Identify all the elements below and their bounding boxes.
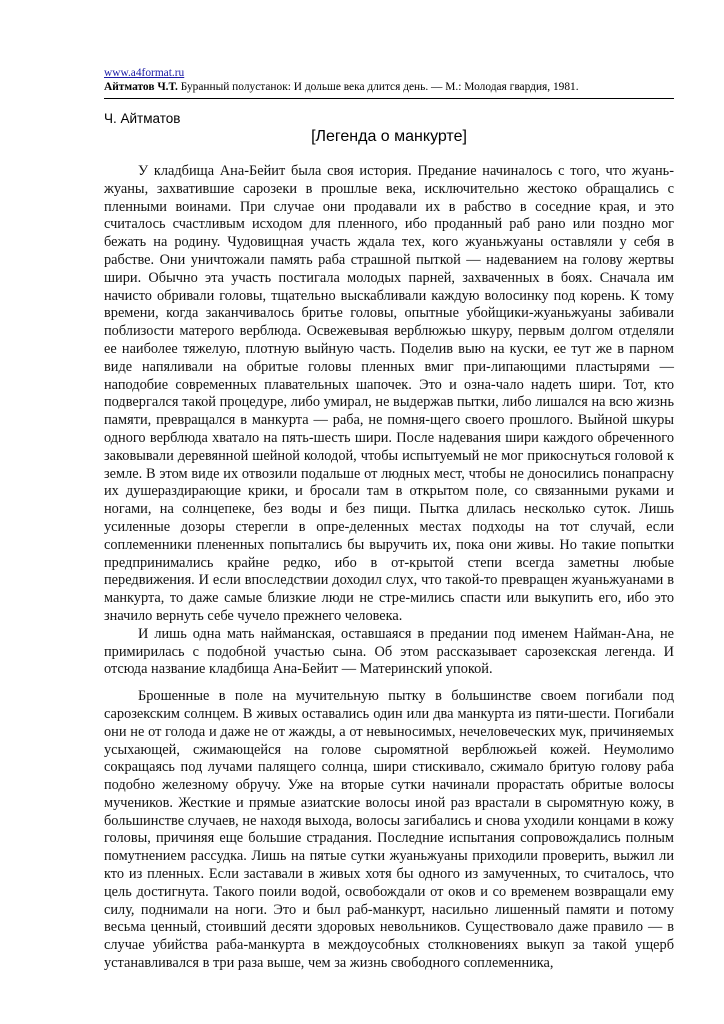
document-title: [Легенда о манкурте]: [311, 128, 467, 145]
body-text: [104, 163, 674, 973]
paragraph: Брошенные в поле на мучительную пытку в большинстве своем погибали под сарозекским солнцем. В живых оставались один или два манкурта из пяти-шести. Погибали они не от голода и даже не от жажды, а от невыносимых, нечеловеческих мук, причиняемых усыхающей, сжимающейся на голове сыромятной верблюжьей кожей. Неумолимо сокращаясь под лучами палящего солнца, шири стискивало, сжимало бритую голову раба подобно железному обручу. Уже на вторые сутки начинали прорастать обритые волосы мучеников. Жесткие и прямые азиатские волосы иной раз врастали в сыромятную кожу, в большинстве случаев, не находя выхода, волосы загибались и снова уходили концами в кожу головы, причиняя еще большие страдания. Последние испытания сопровождались полным помутнением рассудка. Лишь на пятые сутки жуаньжуаны приходили проверить, выжил ли кто из пленных. Если заставали в живых хотя бы одного из замученных, то считалось, что цель достигнута. Такого поили водой, освобождали от оков и со временем возвращали ему силу, поднимали на ноги. Это и был раб-манкурт, насильно лишенный памяти и потому весьма ценный, стоивший десяти здоровых невольников. Существовало даже правило — в случае убийства раба-манкурта в междоусобных столкновениях выкуп за такой ущерб устанавливался в три раза выше, чем за жизнь свободного соплеменника,: [104, 688, 674, 972]
paragraph: И лишь одна мать найманская, оставшаяся в предании под именем Найман-Ана, не примирилась с подобной участью сына. Об этом рассказывает сарозекская легенда. И отсюда название кладбища Ана-Бейит — Материнский упокой.: [104, 625, 674, 678]
page-header: [104, 67, 674, 94]
paragraph: У кладбища Ана-Бейит была своя история. Предание начиналось с того, что жуань-жуаны, захватившие сарозеки в прошлые века, исключительно жестоко обращались с пленными воинами. При случае они продавали их в рабство в соседние края, и это считалось счастливым исходом для пленного, ибо проданный раб рано или поздно мог бежать на родину. Чудовищная участь ждала тех, кого жуаньжуаны оставляли у себя в рабстве. Они уничтожали память раба страшной пыткой — надеванием на голову жертвы шири. Обычно эта участь постигала молодых парней, захваченных в боях. Сначала им начисто обривали головы, тщательно выскабливали каждую волосинку под корень. К тому времени, когда заканчивалось бритье головы, опытные убойщики-жуаньжуаны забивали поблизости матерого верблюда. Освежевывая верблюжью шкуру, первым долгом отделяли ее наиболее тяжелую, плотную выйную часть. Поделив выю на куски, ее тут же в парном виде напяливали на обритые головы пленных вмиг при-липающими пластырями — наподобие современных плавательных шапочек. Это и озна-чало надеть шири. Тот, кто подвергался такой процедуре, либо умирал, не выдержав пытки, либо лишался на всю жизнь памяти, превращался в манкурта — раба, не помня-щего своего прошлого. Выйной шкуры одного верблюда хватало на пять-шесть шири. После надевания шири каждого обреченного заковывали деревянной шейной колодой, чтобы испытуемый не мог прикоснуться головой к земле. В этом виде их отвозили подальше от людных мест, чтобы не доносились понапрасну их душераздирающие крики, и бросали там в открытом поле, со связанными руками и ногами, на солнцепеке, без воды и без пищи. Пытка длилась несколько суток. Лишь усиленные дозоры стерегли в опре-деленных местах подходы на тот случай, если соплеменники плененных попытались бы выручить их, пока они живы. Но такие попытки предпринимались крайне редко, ибо в от-крытой степи всегда заметны любые передвижения. И если впоследствии доходил слух, что такой-то превращен жуаньжуанами в манкурта, то даже самые близкие люди не стре-мились спасти или выкупить его, ибо это значило вернуть себе чучело прежнего человека.: [104, 163, 674, 624]
citation-line: [104, 81, 579, 93]
author-name: Ч. Айтматов: [104, 111, 181, 126]
header-divider: [104, 98, 674, 99]
source-link[interactable]: www.a4format.ru: [104, 67, 185, 79]
citation-text: Буранный полустанок: И дольше века длится день. — М.: Молодая гвардия, 1981.: [177, 80, 579, 93]
citation-author: Айтматов Ч.Т.: [104, 80, 178, 93]
